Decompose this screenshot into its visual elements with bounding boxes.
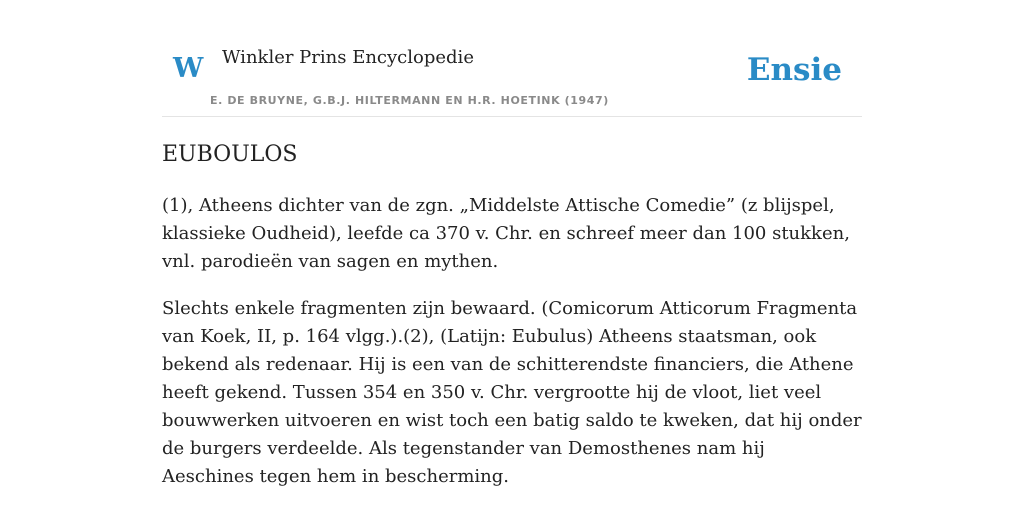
publication-title[interactable]: Winkler Prins Encyclopedie — [222, 47, 474, 68]
encyclopedia-entry — [162, 138, 862, 491]
entry-title: EUBOULOS — [162, 142, 298, 167]
winkler-prins-logo-icon[interactable]: W — [173, 53, 204, 84]
publication-header — [162, 0, 862, 117]
entry-paragraph-2: Slechts enkele fragmenten zijn bewaard. (Comicorum Atticorum Fragmenta van Koek, II, p. 164 vlgg.).(2), (Latijn: Eubulus) Atheens staatsman, ook bekend als redenaar. Hij is een van de schitterendste financiers, die Athene heeft gekend. Tussen 354 en 350 v. Chr. vergrootte hij de vloot, liet veel bouwwerken uitvoeren en wist toch een batig saldo te kweken, dat hij onder de burgers verdeelde. Als tegenstander van Demosthenes nam hij Aeschines tegen hem in bescherming. — [162, 298, 862, 487]
entry-paragraph-1: (1), Atheens dichter van de zgn. „Middelste Attische Comedie” (z blijspel, klassieke Oudheid), leefde ca 370 v. Chr. en schreef meer dan 100 stukken, vnl. parodieën van sagen en mythen. — [162, 195, 850, 272]
ensie-brand-link[interactable]: Ensie — [746, 52, 842, 88]
publication-authors: E. DE BRUYNE, G.B.J. HILTERMANN EN H.R. HOETINK (1947) — [210, 94, 609, 107]
